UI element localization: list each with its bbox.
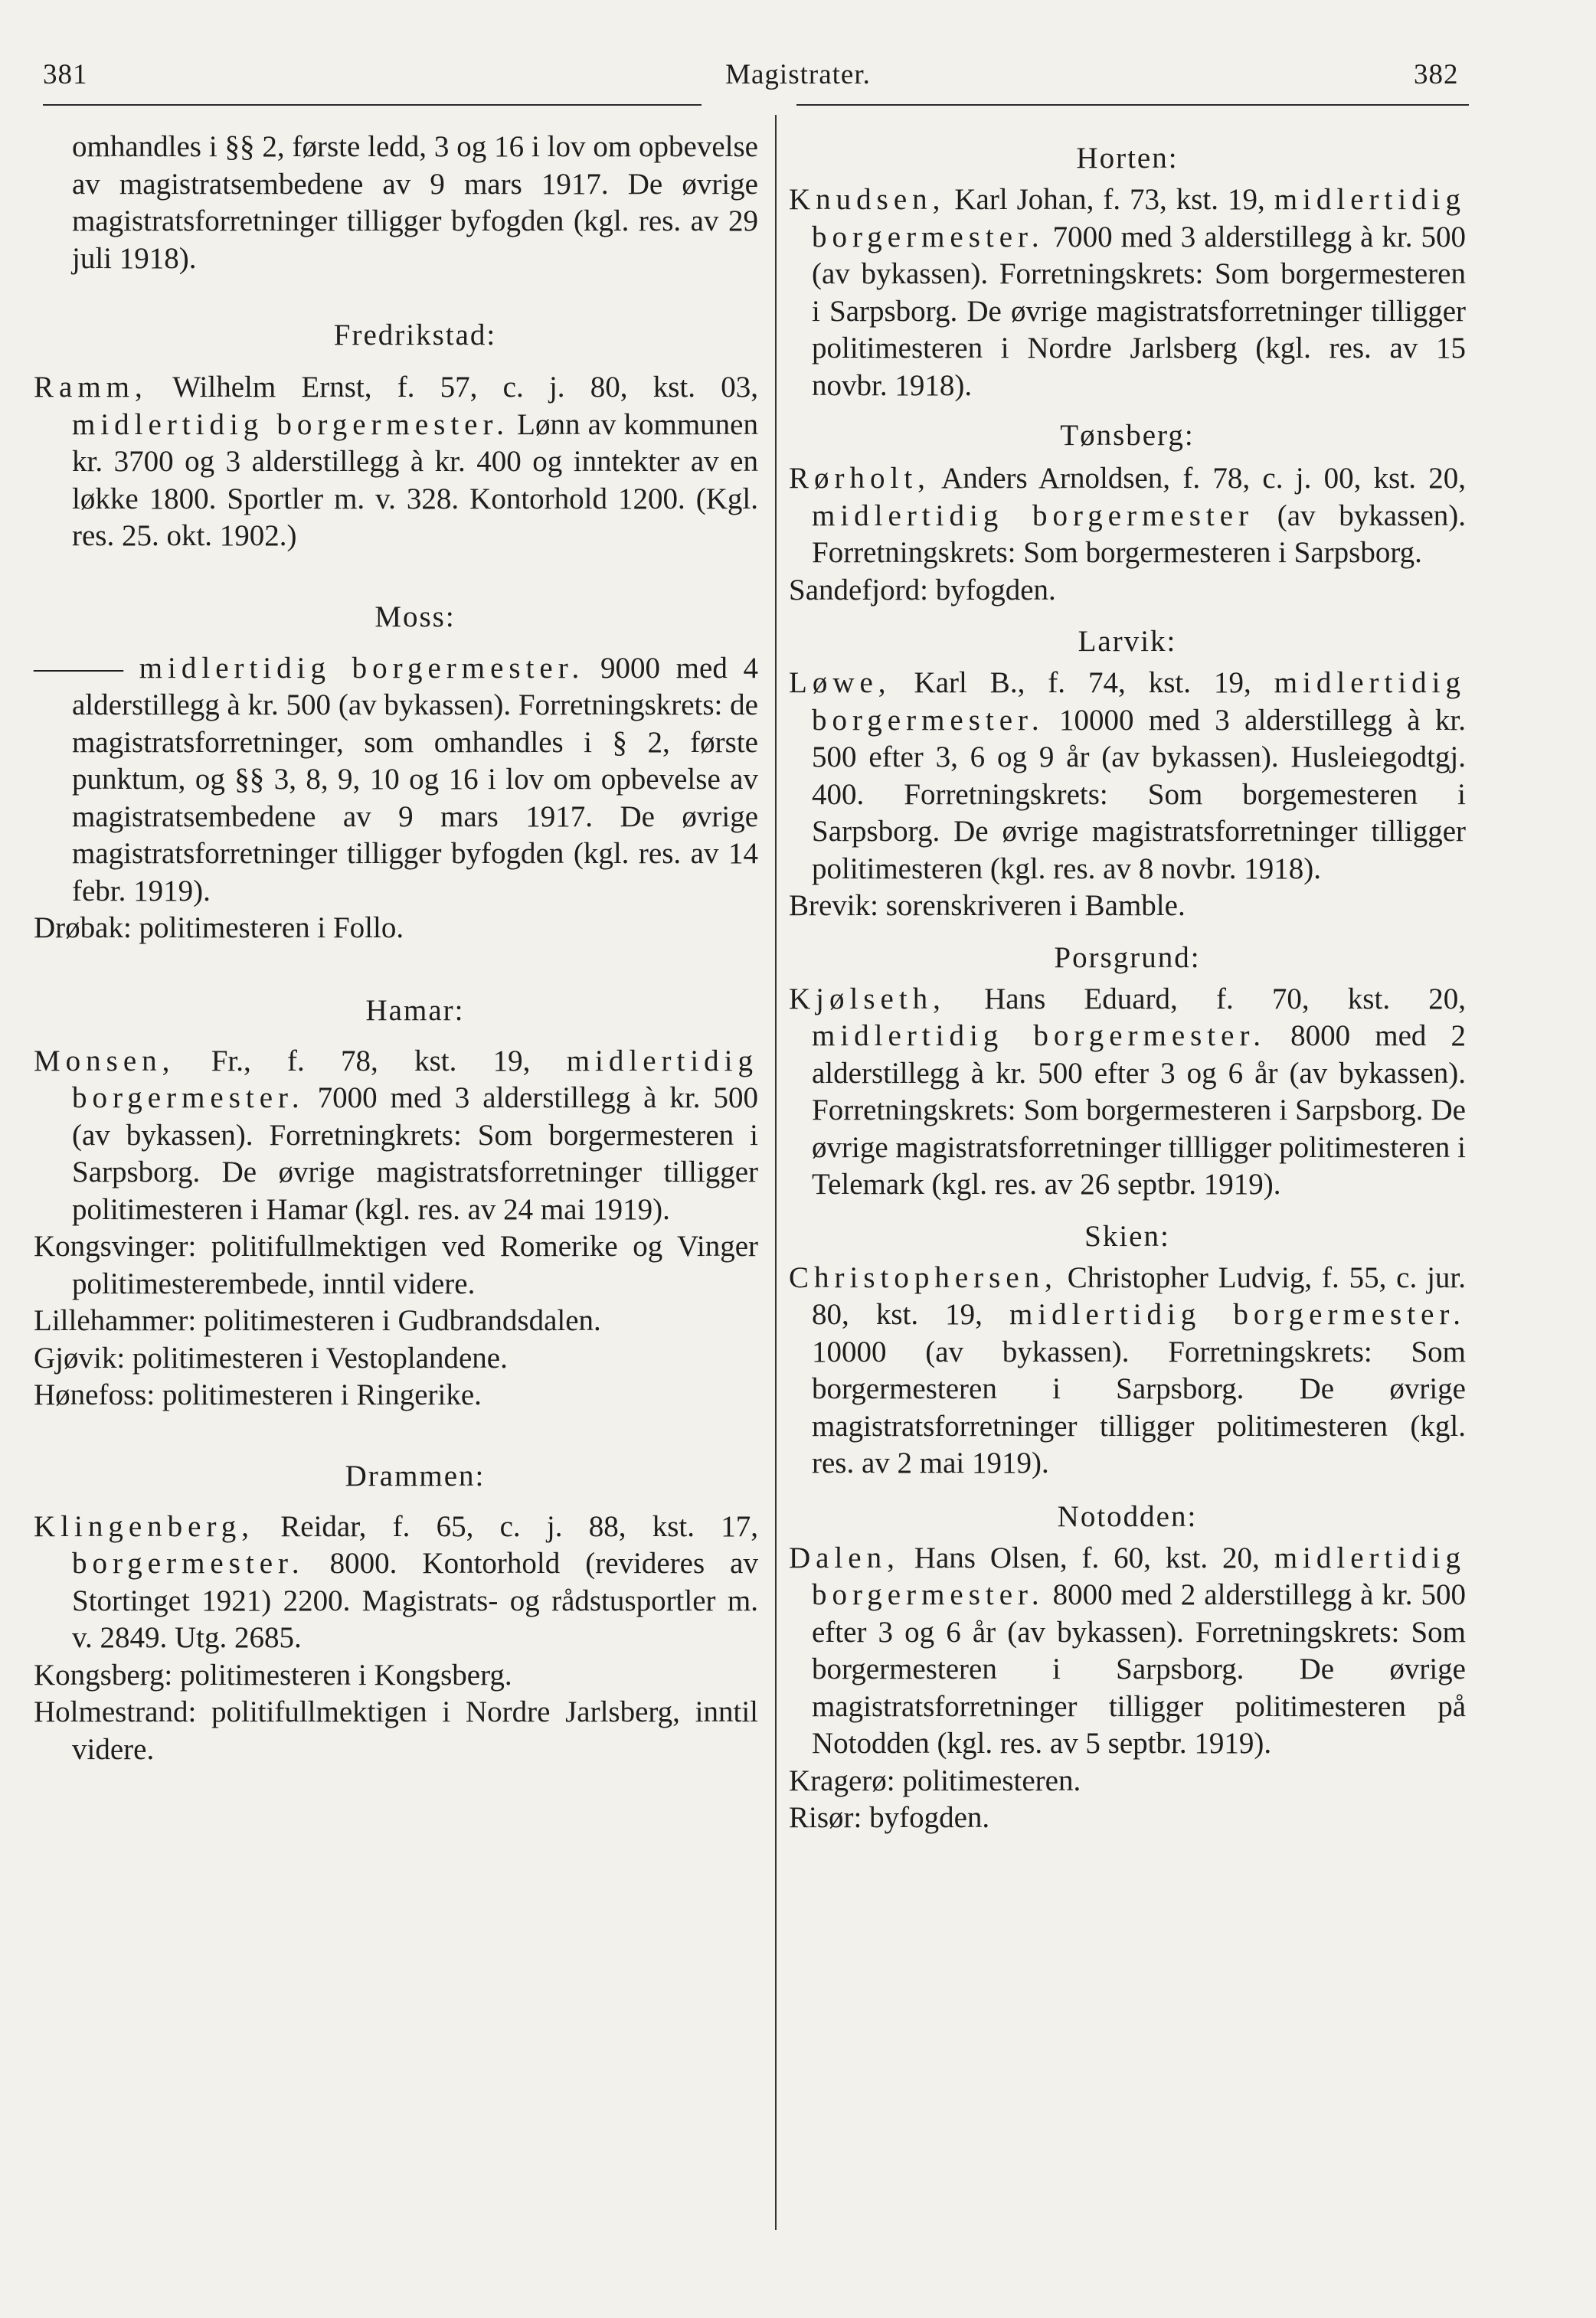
official-title: midlertidig borgermester.	[72, 407, 510, 441]
official-title: midlertidig borgermester.	[812, 183, 1466, 253]
entry-text: 9000 med 4 alderstillegg à kr. 500 (av bykassen). Forretningskrets: de magistratsforretninger, som omhandles i § 2, første punktum, og §§ 3, 8, 9, 10 og 16 i lov om opbevelse av magistratsembedene av 9 mars 1917. De øvrige magistratsforretninger tilligger byfogden (kgl. res. av 14 febr. 1919).	[72, 651, 758, 907]
entry-text: Lønn av kommunen kr. 3700 og 3 alderstillegg à kr. 400 og inntekter av en løkke 1800. Sportler m. v. 328. Kontorhold 1200. (Kgl. res. 25. okt. 1902.)	[72, 407, 758, 552]
entry-text: Reidar, f. 65, c. j. 88, kst. 17,	[254, 1509, 758, 1543]
entry-gjovik: Gjøvik: politimesteren i Vestoplandene.	[34, 1341, 508, 1375]
entry-kragero: Kragerø: politimesteren.	[789, 1764, 1081, 1797]
intro-paragraph: omhandles i §§ 2, første ledd, 3 og 16 i lov om opbevelse av magistratsembedene av 9 mars 1917. De øvrige magistratsforretninger tilligger byfogden (kgl. res. av 29 juli 1918).	[72, 130, 758, 275]
entry-text: 8000. Kontorhold (revideres av Stortinget 1921) 2200. Magistrats- og rådstusportler m. v. 2849. Utg. 2685.	[72, 1547, 758, 1654]
official-title: midlertidig borgermester.	[812, 666, 1466, 737]
heading-tonsberg: Tønsberg:	[1060, 419, 1195, 452]
entry-text: Christopher Ludvig, f. 55, c. jur. 80, kst. 19,	[812, 1260, 1466, 1331]
person-name: Klingenberg,	[34, 1509, 254, 1543]
entry-kongsberg: Kongsberg: politimesteren i Kongsberg.	[34, 1658, 512, 1692]
running-head: Magistrater.	[725, 59, 871, 90]
entry-text: Hans Eduard, f. 70, kst. 20,	[945, 982, 1466, 1015]
entry-text: 7000 med 3 alderstillegg à kr. 500 (av bykassen). Forretningskrets: Som borgermesteren i Sarpsborg. De øvrige magistratsforretninger tilligger politimesteren i Nordre Jarlsberg (kgl. res. av 15 novbr. 1918).	[812, 220, 1466, 402]
official-title: midlertidig borgermester.	[812, 1019, 1267, 1052]
official-title: midlertidig borgermester	[812, 499, 1254, 532]
entry-text: 7000 med 3 alderstillegg à kr. 500 (av bykassen). Forretningkrets: Som borgermesteren i Sarpsborg. De øvrige magistratsforretninger tilligger politimesteren i Hamar (kgl. res. av 24 mai 1919).	[72, 1081, 758, 1226]
heading-fredrikstad: Fredrikstad:	[333, 319, 497, 351]
heading-hamar: Hamar:	[365, 993, 465, 1027]
person-name: Løwe,	[789, 666, 891, 699]
entry-text: 10000 med 3 alderstillegg à kr. 500 efter 3, 6 og 9 år (av bykassen). Husleiegodtgj. 400. Forretningskrets: Som borgemesteren i Sarpsborg. De øvrige magistratsforretninger tilligger politimesteren (kgl. res. av 8 novbr. 1918).	[812, 703, 1466, 885]
header-rule-left	[43, 104, 702, 106]
entry-honefoss: Hønefoss: politimesteren i Ringerike.	[34, 1378, 482, 1411]
person-name: Ramm,	[34, 371, 148, 404]
person-name: Knudsen,	[789, 183, 946, 216]
person-name: Dalen,	[789, 1541, 900, 1574]
official-title: midlertidig borgermester.	[812, 1541, 1466, 1611]
official-title: midlertidig borgermester.	[139, 651, 585, 685]
entry-fredrikstad	[34, 369, 758, 555]
heading-porsgrund: Porsgrund:	[1054, 940, 1201, 974]
entry-hamar	[34, 1043, 758, 1229]
heading-moss: Moss:	[374, 600, 456, 633]
heading-horten: Horten:	[1076, 142, 1179, 175]
person-name: Kjølseth,	[789, 982, 946, 1015]
official-title: borgermester.	[72, 1547, 305, 1580]
entry-drobak: Drøbak: politimesteren i Follo.	[34, 911, 404, 944]
official-title: midlertidig borgermester.	[1009, 1298, 1466, 1331]
entry-tonsberg	[789, 460, 1466, 572]
entry-text: Fr., f. 78, kst. 19,	[175, 1044, 567, 1077]
right-column	[789, 129, 1466, 1837]
entry-moss	[34, 650, 758, 911]
page-number-left: 381	[43, 59, 88, 90]
entry-sandefjord: Sandefjord: byfogden.	[789, 573, 1056, 606]
entry-porsgrund	[789, 981, 1466, 1204]
entry-horten	[789, 181, 1466, 404]
heading-larvik: Larvik:	[1078, 625, 1177, 658]
entry-text: Hans Olsen, f. 60, kst. 20,	[899, 1541, 1274, 1574]
entry-brevik: Brevik: sorenskriveren i Bamble.	[789, 889, 1186, 922]
column-divider	[775, 115, 777, 2230]
entry-drammen	[34, 1509, 758, 1657]
entry-notodden	[789, 1540, 1466, 1763]
entry-skien	[789, 1260, 1466, 1483]
person-name: Rørholt,	[789, 462, 930, 495]
entry-larvik	[789, 665, 1466, 888]
entry-holmestrand: Holmestrand: politifullmektigen i Nordre Jarlsberg, inntil videre.	[34, 1695, 758, 1766]
entry-text: (av bykassen). Forretningskrets: Som borgermesteren i Sarpsborg.	[812, 499, 1466, 569]
vacant-dash: ———	[34, 651, 139, 685]
official-title: midlertidig borgermester.	[72, 1044, 758, 1114]
entry-text: 8000 med 2 alderstillegg à kr. 500 efter 3 og 6 år (av bykassen). Forretningskrets: Som borgermesteren i Sarpsborg. De øvrige magistratsforretninger tilligger politimesteren på Notodden (kgl. res. av 5 septbr. 1919).	[812, 1578, 1466, 1760]
person-name: Christophersen,	[789, 1260, 1058, 1294]
person-name: Monsen,	[34, 1044, 175, 1077]
left-column	[34, 129, 758, 1768]
entry-text: Karl B., f. 74, kst. 19,	[891, 666, 1274, 699]
entry-kongsvinger: Kongsvinger: politifullmektigen ved Romerike og Vinger politimesterembede, inntil videre.	[34, 1230, 758, 1300]
header-rule-right	[796, 104, 1469, 106]
heading-skien: Skien:	[1084, 1219, 1170, 1253]
entry-risor: Risør: byfogden.	[789, 1801, 990, 1834]
entry-text: Anders Arnoldsen, f. 78, c. j. 00, kst. 20,	[930, 462, 1466, 495]
entry-lillehammer: Lillehammer: politimesteren i Gudbrandsdalen.	[34, 1304, 601, 1337]
page-number-right: 382	[1414, 59, 1459, 90]
entry-text: 10000 (av bykassen). Forretningskrets: Som borgermesteren i Sarpsborg. De øvrige magistratsforretninger tilligger politimesteren (kgl. res. av 2 mai 1919).	[812, 1335, 1466, 1479]
heading-drammen: Drammen:	[345, 1459, 486, 1492]
entry-text: 8000 med 2 alderstillegg à kr. 500 efter 3 og 6 år (av bykassen). Forretningskrets: Som borgermesteren i Sarpsborg. De øvrige magistratsforretninger tillligger politimesteren i Telemark (kgl. res. av 26 septbr. 1919).	[812, 1019, 1466, 1201]
entry-text: Karl Johan, f. 73, kst. 19,	[945, 183, 1274, 216]
heading-notodden: Notodden:	[1057, 1499, 1198, 1533]
entry-text: Wilhelm Ernst, f. 57, c. j. 80, kst. 03,	[147, 371, 758, 404]
